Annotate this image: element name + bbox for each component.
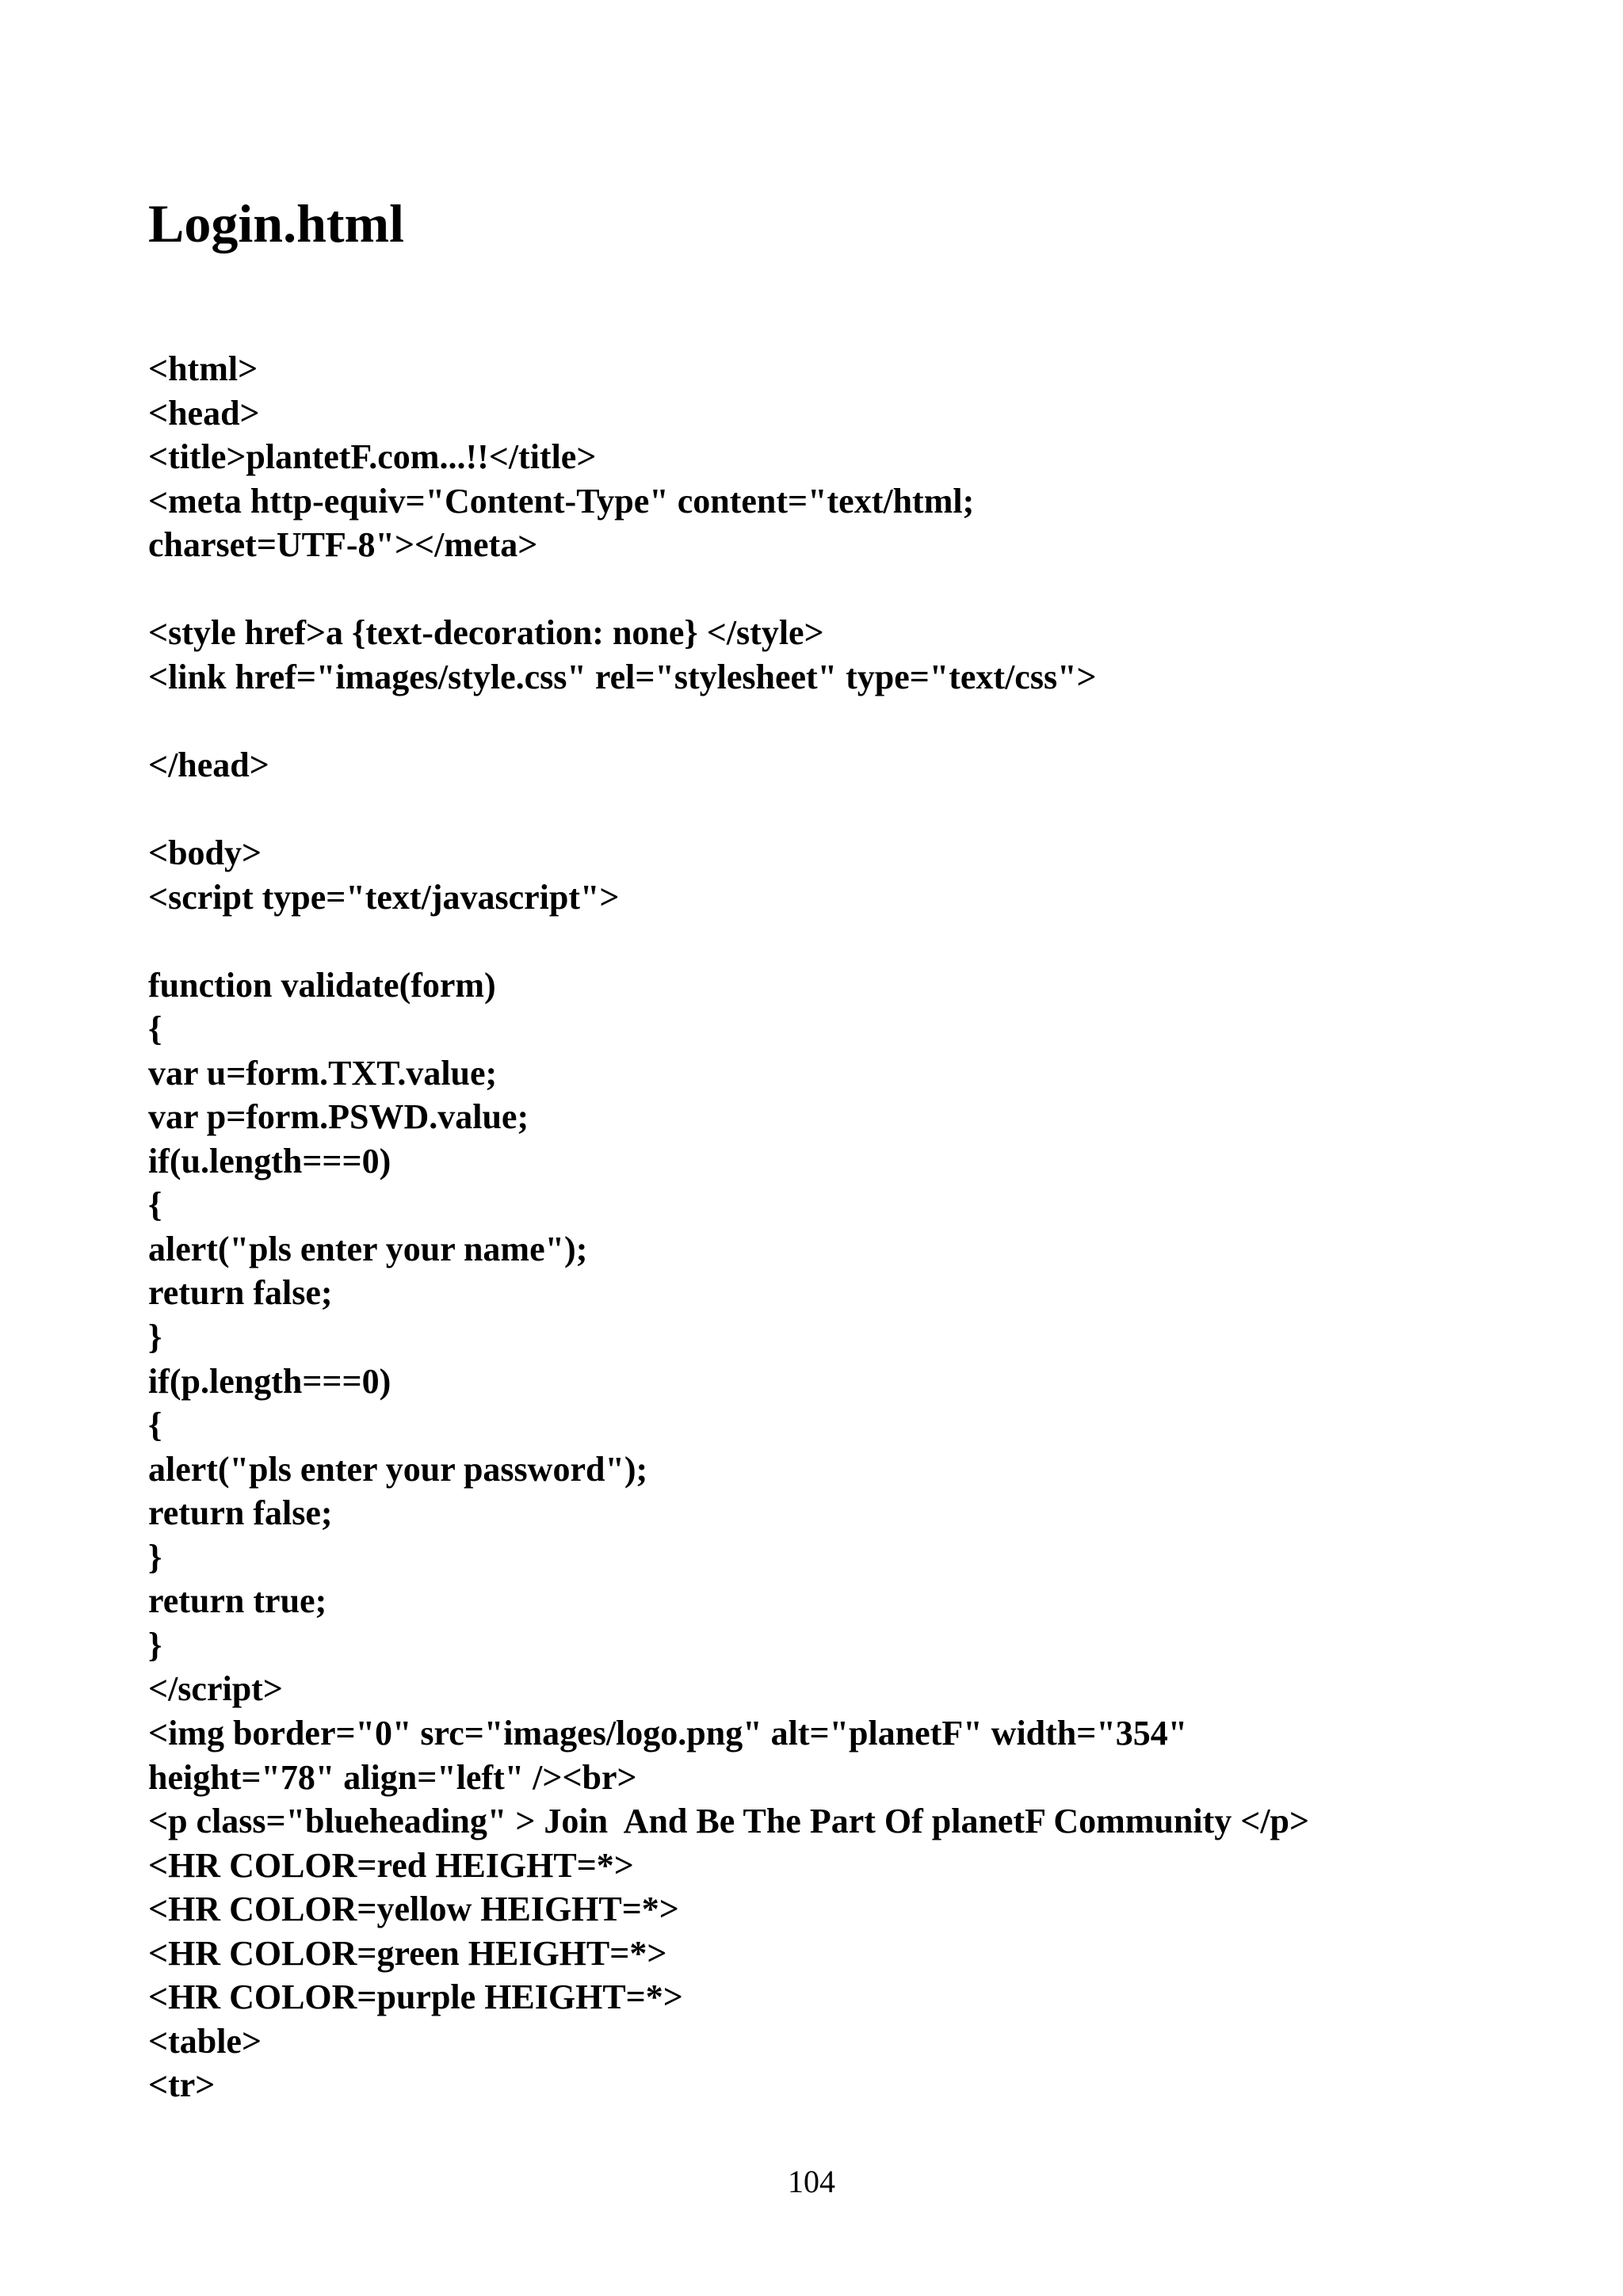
code-line: if(p.length===0) bbox=[148, 1361, 391, 1401]
code-line: if(u.length===0) bbox=[148, 1141, 391, 1180]
code-line bbox=[148, 567, 1575, 612]
code-line: <table> bbox=[148, 2021, 262, 2061]
code-line: { bbox=[148, 1185, 162, 1225]
code-listing bbox=[148, 347, 1575, 2107]
code-line: <head> bbox=[148, 393, 260, 433]
code-line: <HR COLOR=red HEIGHT=*> bbox=[148, 1845, 634, 1885]
code-line: var u=form.TXT.value; bbox=[148, 1053, 498, 1093]
code-line bbox=[148, 919, 1575, 963]
code-line: <link href="images/style.css" rel="stylesheet" type="text/css"> bbox=[148, 657, 1097, 696]
code-line: return false; bbox=[148, 1273, 333, 1313]
code-line: <HR COLOR=green HEIGHT=*> bbox=[148, 1933, 667, 1973]
code-line: <style href>a {text-decoration: none} </style> bbox=[148, 613, 824, 653]
code-line: <title>plantetF.com...!!</title> bbox=[148, 437, 597, 477]
code-line: return true; bbox=[148, 1581, 327, 1621]
code-line: <img border="0" src="images/logo.png" alt="planetF" width="354" bbox=[148, 1713, 1188, 1753]
code-line: <tr> bbox=[148, 2065, 216, 2105]
code-line: <p class="blueheading" > Join And Be The Part Of planetF Community </p> bbox=[148, 1802, 1310, 1841]
code-line: { bbox=[148, 1405, 162, 1445]
code-line: charset=UTF-8"></meta> bbox=[148, 525, 538, 565]
page-title: Login.html bbox=[148, 193, 405, 254]
code-line: </head> bbox=[148, 745, 269, 784]
code-line: height="78" align="left" /><br> bbox=[148, 1757, 637, 1797]
code-line: <HR COLOR=yellow HEIGHT=*> bbox=[148, 1890, 679, 1929]
code-line: } bbox=[148, 1318, 162, 1357]
code-line: } bbox=[148, 1537, 162, 1577]
code-line: alert("pls enter your name"); bbox=[148, 1229, 588, 1268]
code-line: <script type="text/javascript"> bbox=[148, 877, 620, 917]
code-line: return false; bbox=[148, 1493, 333, 1533]
code-line: var p=form.PSWD.value; bbox=[148, 1097, 529, 1137]
code-line: } bbox=[148, 1625, 162, 1665]
page-number: 104 bbox=[788, 2164, 835, 2199]
code-line: <meta http-equiv="Content-Type" content="text/html; bbox=[148, 481, 975, 521]
code-line: <body> bbox=[148, 833, 262, 873]
code-line: { bbox=[148, 1009, 162, 1049]
code-line: function validate(form) bbox=[148, 965, 496, 1005]
code-line: <html> bbox=[148, 349, 258, 388]
code-line: <HR COLOR=purple HEIGHT=*> bbox=[148, 1978, 683, 2017]
code-line bbox=[148, 699, 1575, 743]
code-line bbox=[148, 787, 1575, 831]
code-line: </script> bbox=[148, 1669, 283, 1709]
code-line: alert("pls enter your password"); bbox=[148, 1449, 648, 1489]
